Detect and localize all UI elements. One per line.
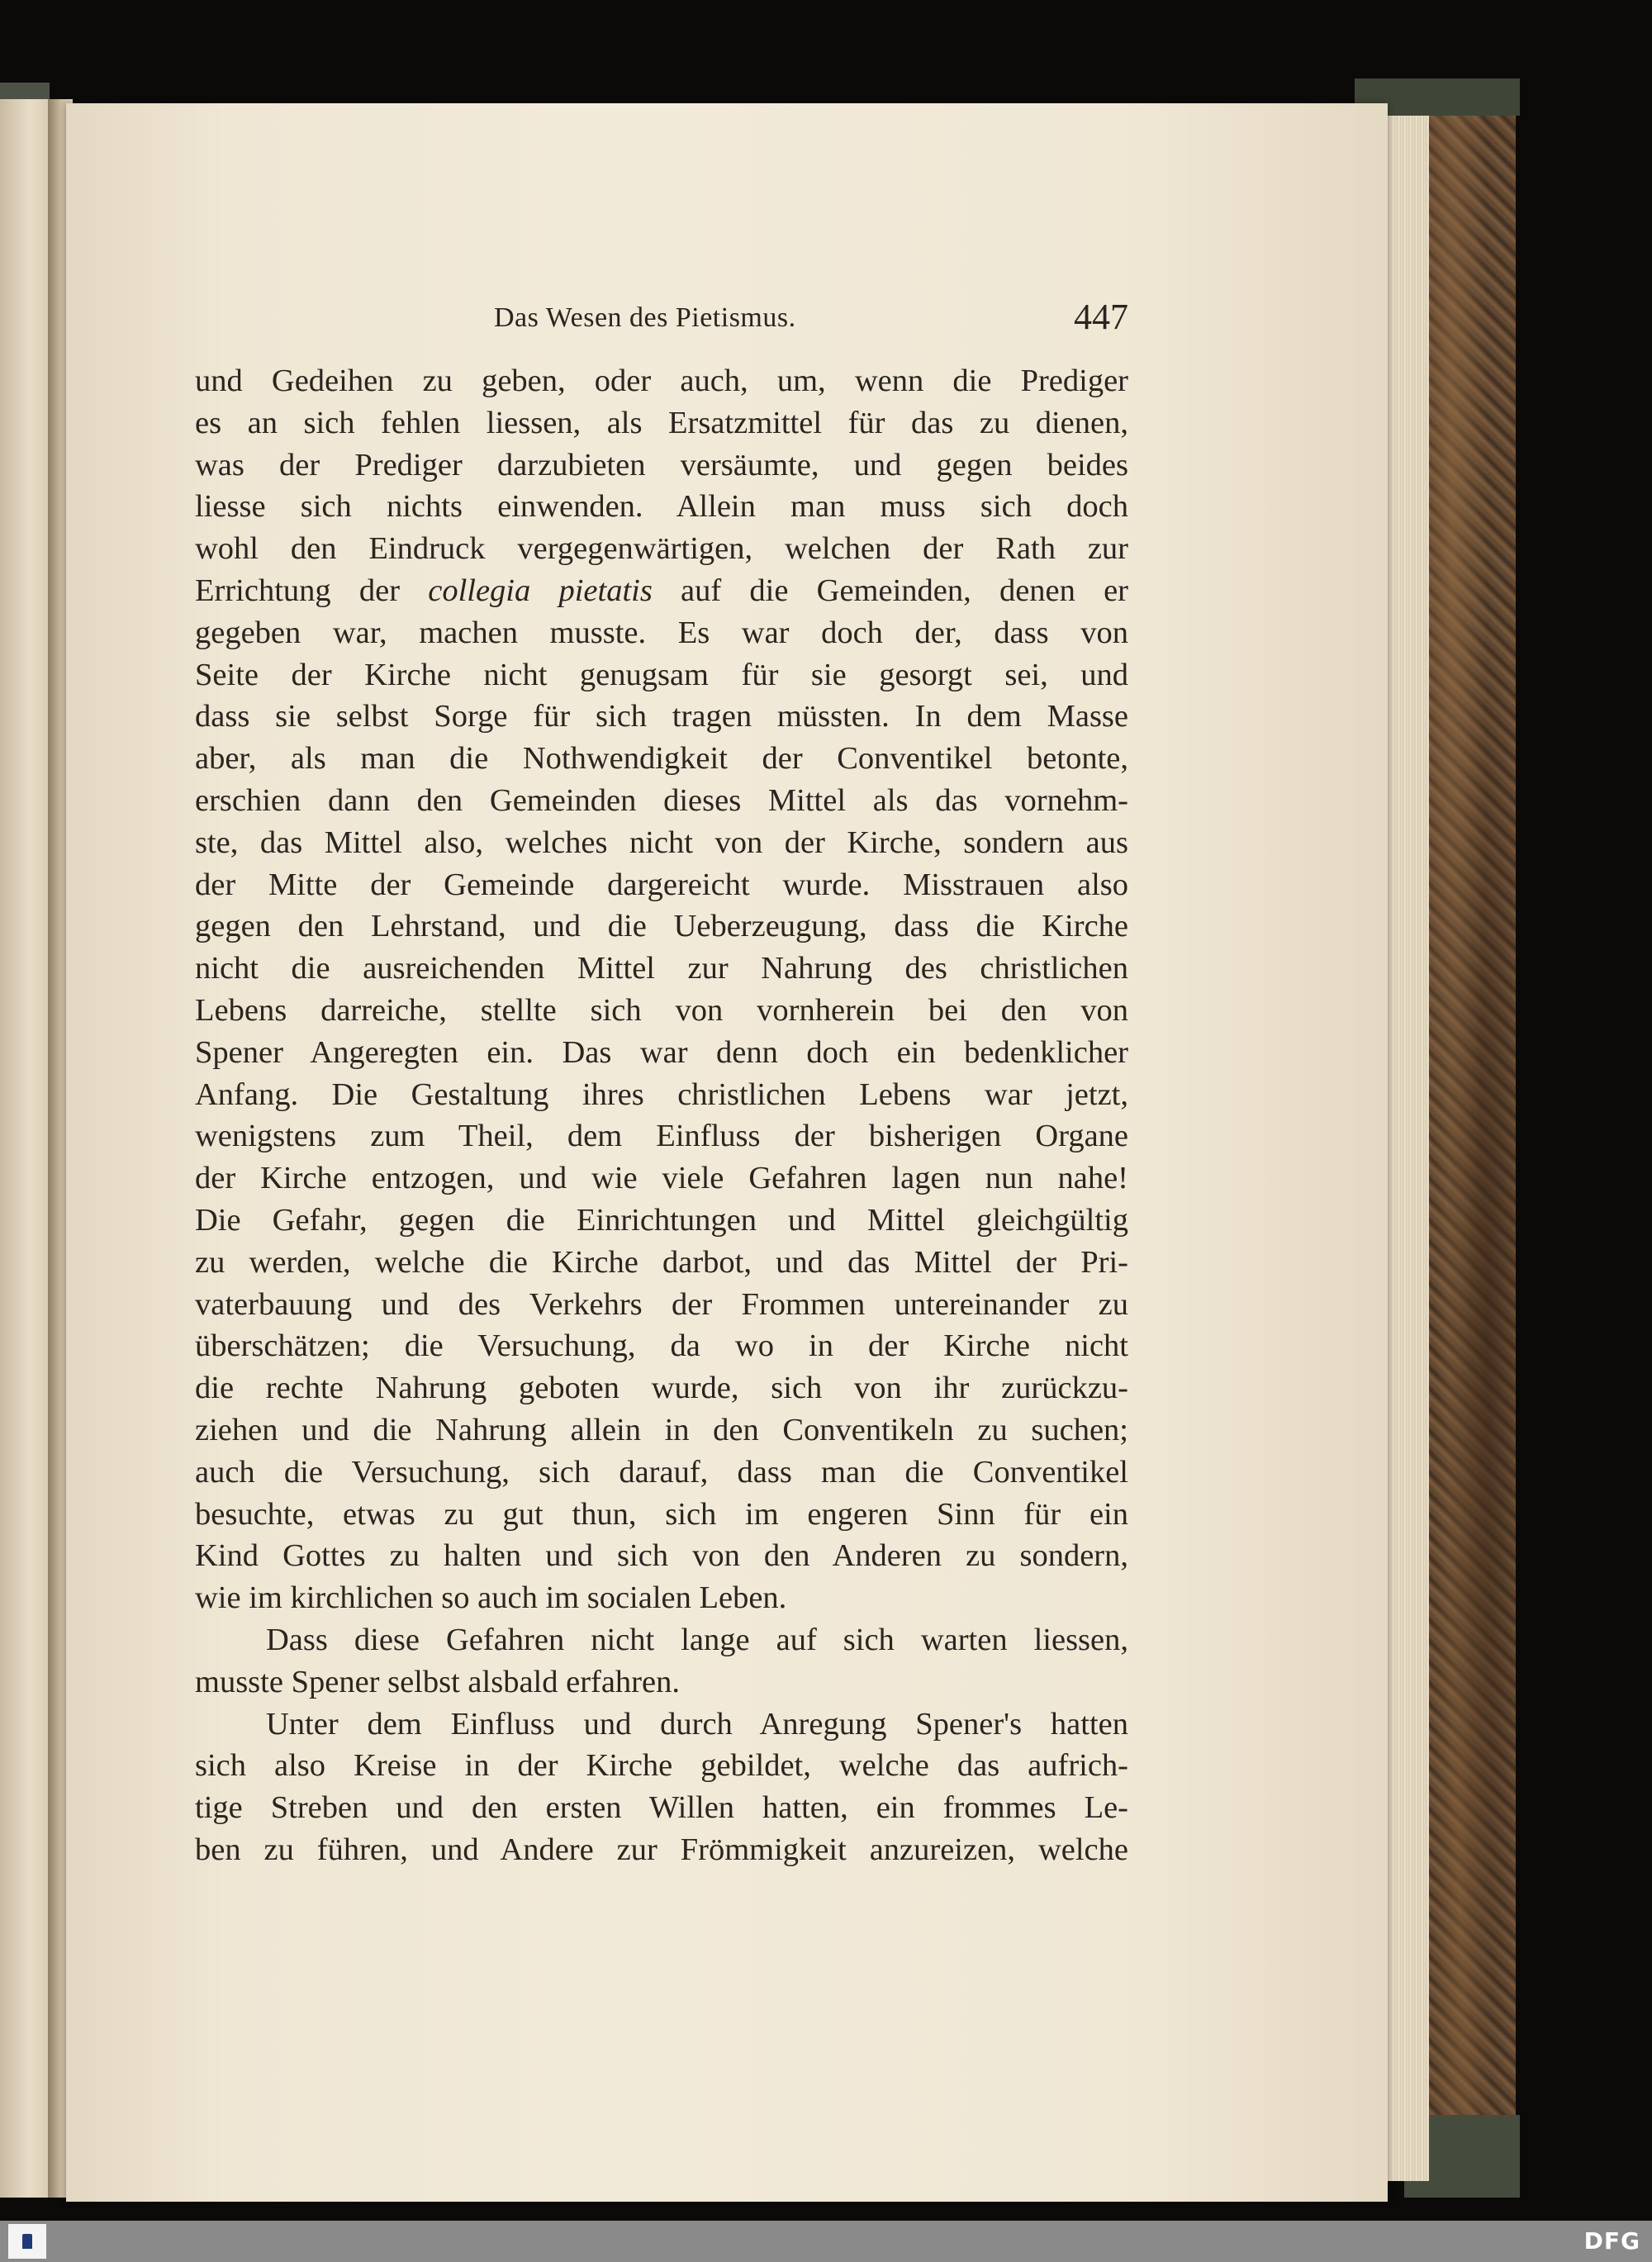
text-line: ziehen und die Nahrung allein in den Conventikeln zu suchen; — [195, 1412, 1128, 1447]
text-line: Anfang. Die Gestaltung ihres christlichen Lebens war jetzt, — [195, 1076, 1128, 1112]
text-line: der Kirche entzogen, und wie viele Gefahren lagen nun nahe! — [195, 1161, 1128, 1196]
text-line: Kind Gottes zu halten und sich von den Anderen zu sondern, — [195, 1538, 1128, 1574]
text-segment: Errichtung der — [195, 573, 429, 608]
text-line: musste Spener selbst alsbald erfahren. — [195, 1664, 680, 1699]
text-line: besuchte, etwas zu gut thun, sich im engeren Sinn für ein — [195, 1496, 1128, 1532]
text-line: und Gedeihen zu geben, oder auch, um, wenn die Prediger — [195, 364, 1128, 398]
text-line: Seite der Kirche nicht genugsam für sie gesorgt sei, und — [195, 657, 1128, 692]
text-line: gegen den Lehrstand, und die Ueberzeugung, dass die Kirche — [195, 909, 1128, 944]
text-line — [195, 570, 1128, 612]
text-line: der Mitte der Gemeinde dargereicht wurde. Misstrauen also — [195, 867, 1128, 902]
text-line: erschien dann den Gemeinden dieses Mittel als das vornehm- — [195, 782, 1128, 818]
marbled-back-cover — [1425, 78, 1516, 2198]
text-line: wie im kirchlichen so auch im socialen Leben. — [195, 1580, 787, 1616]
text-line: ste, das Mittel also, welches nicht von der Kirche, sondern aus — [195, 824, 1128, 860]
text-line: sich also Kreise in der Kirche gebildet, welche das aufrich- — [195, 1748, 1128, 1784]
text-segment: auf die Gemeinden, denen er — [652, 573, 1128, 608]
text-line: Lebens darreiche, stellte sich von vornherein bei den von — [195, 992, 1128, 1028]
text-line: tige Streben und den ersten Willen hatten, ein frommes Le- — [195, 1790, 1128, 1826]
text-line: überschätzen; die Versuchung, da wo in der Kirche nicht — [195, 1328, 1128, 1364]
text-line: vaterbauung und des Verkehrs der Frommen untereinander zu — [195, 1286, 1128, 1322]
text-line: aber, als man die Nothwendigkeit der Conventikel betonte, — [195, 741, 1128, 777]
left-cover-edge — [0, 83, 50, 101]
text-line: Spener Angeregten ein. Das war denn doch ein bedenklicher — [195, 1034, 1128, 1070]
text-line: nicht die ausreichenden Mittel zur Nahrung des christlichen — [195, 951, 1128, 986]
library-tower-icon — [22, 2234, 32, 2249]
page-number: 447 — [1074, 297, 1128, 337]
dfg-logo: DFG — [1583, 2227, 1640, 2255]
text-line: gegeben war, machen musste. Es war doch der, dass von — [195, 615, 1128, 650]
text-line: zu werden, welche die Kirche darbot, und das Mittel der Pri- — [195, 1244, 1128, 1280]
body-text — [195, 360, 1128, 1871]
page-header — [195, 296, 1128, 345]
italic-term: collegia pietatis — [428, 573, 653, 608]
text-line: auch die Versuchung, sich darauf, dass man die Conventikel — [195, 1454, 1128, 1490]
running-title: Das Wesen des Pietismus. — [494, 302, 796, 333]
text-line: die rechte Nahrung geboten wurde, sich von ihr zurückzu- — [195, 1371, 1128, 1406]
text-line: was der Prediger darzubieten versäumte, und gegen beides — [195, 447, 1128, 482]
text-line: Dass diese Gefahren nicht lange auf sich warten liessen, — [266, 1622, 1128, 1657]
text-line: liesse sich nichts einwenden. Allein man muss sich doch — [195, 489, 1128, 525]
text-line: wohl den Eindruck vergegenwärtigen, welchen der Rath zur — [195, 531, 1128, 567]
text-line: Die Gefahr, gegen die Einrichtungen und Mittel gleichgültig — [195, 1202, 1128, 1238]
left-page-edge — [0, 99, 51, 2198]
viewer-footer-bar — [0, 2221, 1652, 2262]
page-edges — [1384, 116, 1429, 2181]
text-line: Unter dem Einfluss und durch Anregung Spener's hatten — [266, 1706, 1128, 1742]
library-logo — [8, 2224, 46, 2259]
text-line: dass sie selbst Sorge für sich tragen müssten. In dem Masse — [195, 699, 1128, 734]
text-line: ben zu führen, und Andere zur Frömmigkeit anzureizen, welche — [195, 1832, 1128, 1867]
text-line: es an sich fehlen liessen, als Ersatzmittel für das zu dienen, — [195, 405, 1128, 440]
text-line: wenigstens zum Theil, dem Einfluss der bisherigen Organe — [195, 1119, 1128, 1154]
